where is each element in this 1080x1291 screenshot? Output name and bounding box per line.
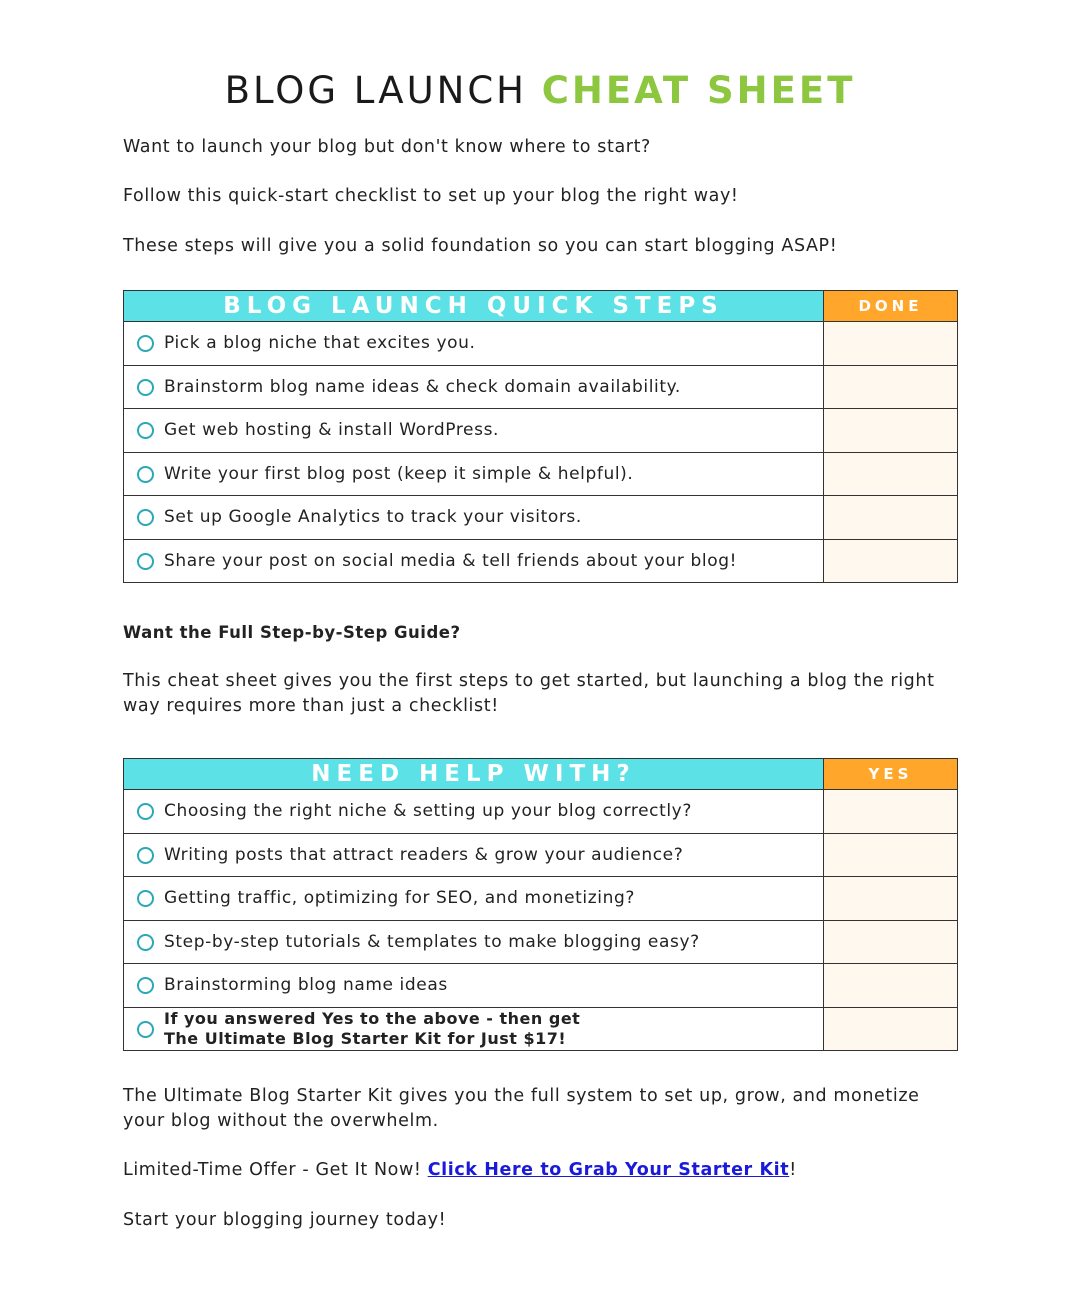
circle-checkbox-icon[interactable] [137, 379, 154, 396]
closing-line: Start your blogging journey today! [123, 1210, 447, 1230]
guide-heading: Want the Full Step-by-Step Guide? [123, 623, 461, 642]
need-help-table [123, 758, 958, 1051]
starter-kit-link[interactable]: Click Here to Grab Your Starter Kit [427, 1160, 790, 1180]
help-label: Getting traffic, optimizing for SEO, and monetizing? [164, 888, 635, 909]
circle-checkbox-icon[interactable] [137, 890, 154, 907]
step-label: Write your first blog post (keep it simple & helpful). [164, 463, 634, 484]
done-cell[interactable] [824, 409, 958, 453]
table-row [124, 790, 958, 834]
guide-text: This cheat sheet gives you the first steps to get started, but launching a blog the right way requires more than just a checklist! [123, 671, 935, 716]
table-row [124, 452, 958, 496]
done-cell[interactable] [824, 322, 958, 366]
final-line-2: The Ultimate Blog Starter Kit for Just $17! [164, 1028, 567, 1048]
circle-checkbox-icon[interactable] [137, 466, 154, 483]
step-label: Get web hosting & install WordPress. [164, 420, 500, 441]
title-plain: BLOG LAUNCH [224, 69, 542, 112]
done-cell[interactable] [824, 452, 958, 496]
table-row [124, 322, 958, 366]
step-label: Set up Google Analytics to track your visitors. [164, 507, 582, 528]
title-accent: CHEAT SHEET [541, 69, 856, 112]
help-label: Writing posts that attract readers & grow your audience? [164, 844, 684, 865]
help-label: Step-by-step tutorials & templates to make blogging easy? [164, 931, 700, 952]
offer-line [123, 1158, 963, 1183]
table-row [124, 1007, 958, 1051]
yes-cell[interactable] [824, 833, 958, 877]
circle-checkbox-icon[interactable] [137, 934, 154, 951]
kit-text: The Ultimate Blog Starter Kit gives you the full system to set up, grow, and monetize your blog without the overwhelm. [123, 1086, 920, 1131]
table-row [124, 920, 958, 964]
circle-checkbox-icon[interactable] [137, 422, 154, 439]
table-row [124, 539, 958, 583]
circle-checkbox-icon[interactable] [137, 803, 154, 820]
circle-checkbox-icon[interactable] [137, 847, 154, 864]
table-row [124, 365, 958, 409]
yes-cell[interactable] [824, 877, 958, 921]
intro-line-3: These steps will give you a solid foundation so you can start blogging ASAP! [123, 236, 838, 256]
offer-prefix: Limited-Time Offer - Get It Now! [123, 1160, 428, 1180]
done-cell[interactable] [824, 539, 958, 583]
help-label: Choosing the right niche & setting up your blog correctly? [164, 801, 692, 822]
done-cell[interactable] [824, 496, 958, 540]
table-row [124, 833, 958, 877]
quick-steps-table [123, 290, 958, 583]
yes-cell[interactable] [824, 790, 958, 834]
circle-checkbox-icon[interactable] [137, 553, 154, 570]
circle-checkbox-icon[interactable] [137, 977, 154, 994]
done-cell[interactable] [824, 365, 958, 409]
table-row [124, 409, 958, 453]
page-title [0, 68, 1080, 114]
circle-checkbox-icon[interactable] [137, 1021, 154, 1038]
quick-steps-header: BLOG LAUNCH QUICK STEPS [124, 291, 824, 322]
yes-cell[interactable] [824, 1007, 958, 1051]
yes-cell[interactable] [824, 920, 958, 964]
need-help-header: NEED HELP WITH? [124, 759, 824, 790]
table-row [124, 964, 958, 1008]
help-label: Brainstorming blog name ideas [164, 975, 448, 996]
step-label: Pick a blog niche that excites you. [164, 333, 476, 354]
circle-checkbox-icon[interactable] [137, 509, 154, 526]
step-label: Brainstorm blog name ideas & check domain availability. [164, 376, 681, 397]
step-label: Share your post on social media & tell friends about your blog! [164, 550, 738, 571]
final-line-1: If you answered Yes to the above - then get [164, 1008, 581, 1028]
yes-cell[interactable] [824, 964, 958, 1008]
table-row [124, 496, 958, 540]
done-header: DONE [824, 291, 958, 322]
intro-line-1: Want to launch your blog but don't know where to start? [123, 137, 651, 157]
intro-line-2: Follow this quick-start checklist to set up your blog the right way! [123, 186, 739, 206]
table-row [124, 877, 958, 921]
circle-checkbox-icon[interactable] [137, 335, 154, 352]
yes-header: YES [824, 759, 958, 790]
offer-suffix: ! [789, 1160, 797, 1180]
